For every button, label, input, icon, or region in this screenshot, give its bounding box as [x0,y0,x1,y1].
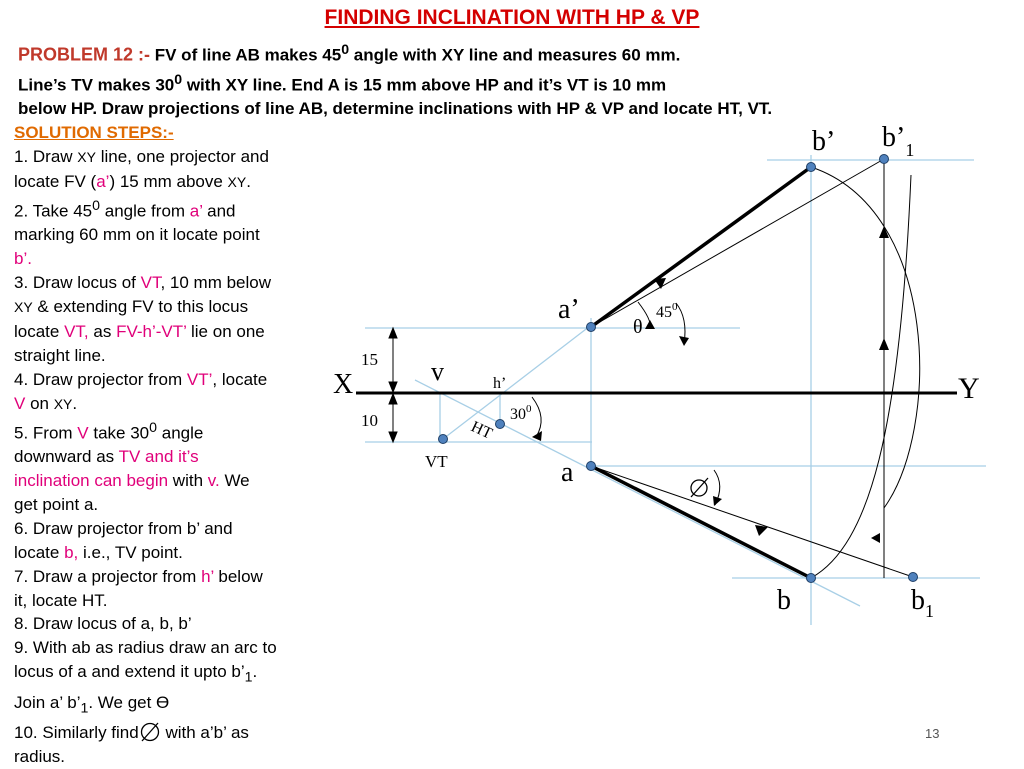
step-3d: straight line. [14,345,106,365]
problem-text: FV of line AB makes 45 [150,45,342,65]
t: TV and it’s [118,447,199,467]
label-theta: θ [633,316,643,338]
t: 4. Draw projector from [14,369,187,389]
t: . [246,171,251,191]
t: b, [64,542,79,562]
step-7b: it, locate HT. [14,590,108,610]
arrowhead [389,432,397,442]
label-b1 [911,585,934,621]
t: 10. Similarly find [14,722,139,742]
t: 7. Draw a projector from [14,566,202,586]
label-vt: VT [425,452,448,471]
problem-text: Line’s TV makes 30 [18,75,175,95]
t: 0 [672,301,678,313]
t: downward as [14,447,119,467]
point-ht [496,420,505,429]
t: 1. Draw [14,146,78,166]
true-length-lines [532,159,920,578]
arc-30 [532,397,541,437]
t: XY [77,148,96,165]
sup: 0 [174,71,183,88]
t: h’ [201,566,214,586]
t: 1 [905,140,915,160]
arrowhead [389,328,397,338]
t: . We get ϴ [88,692,170,712]
label-b-prime: b’ [812,126,836,157]
point-vt [439,435,448,444]
arrow-arc [871,533,880,543]
t: 0 [149,419,158,436]
label-h-prime: h’ [493,375,507,392]
page-title: FINDING INCLINATION WITH HP & VP [324,6,700,29]
t: i.e., TV point. [78,542,183,562]
points [439,155,918,583]
t: VT, [64,321,89,341]
t: FV-h’-VT’ [116,321,187,341]
label-v: v [431,357,444,386]
arc-b [811,175,911,578]
t: a’ [189,201,203,221]
point-b-prime-1 [880,155,889,164]
page-number: 13 [925,726,940,741]
t: locate [14,542,65,562]
t: 2. Take 45 [14,201,93,221]
problem-label: PROBLEM 12 :- [18,44,151,65]
label-phi [691,478,708,497]
t: V [77,423,89,443]
t: , 10 mm below [160,273,271,293]
t: VT [140,273,161,293]
label-a-prime: a’ [558,294,580,325]
step-2b: marking 60 mm on it locate point [14,225,260,245]
t: Join a’ b’ [14,692,81,712]
t: . [252,662,258,682]
t: locate FV ( [14,171,97,191]
t: angle [157,423,204,443]
t: 45 [656,304,672,321]
problem-text: angle with XY line and measures 60 mm. [349,45,681,65]
dimensions [389,328,397,442]
arrowhead [389,394,397,404]
line-a-prime-b-prime-1 [591,159,884,327]
t: & extending FV to this locus [32,297,249,316]
top-view-a-b [591,466,811,578]
point-b-prime [807,163,816,172]
step-2c: b’. [14,249,32,269]
point-b [807,574,816,583]
t: and [202,201,236,221]
step-5d: get point a. [14,494,99,514]
t: 30 [510,406,526,423]
t: V [14,393,26,413]
label-ht: HT [468,418,495,443]
t: We [219,471,250,490]
t: lie on one [186,321,265,341]
t: b [911,585,925,616]
label-x: X [333,369,354,400]
step-9: 9. With ab as radius draw an arc to [14,638,277,658]
t: inclination can begin [14,471,169,490]
t: v. [207,471,220,490]
t: 1 [925,601,934,621]
point-b1 [909,573,918,582]
problem-line-3: below HP. Draw projections of line AB, determine inclinations with HP & VP and locate HT, VT. [18,99,773,119]
t: a’ [96,171,110,191]
t: on [25,393,54,413]
t: locus of a and extend it upto b’ [14,662,245,682]
tv-extension [415,380,860,606]
t: XY [227,173,247,190]
line-a-b1 [591,466,913,577]
t: 3. Draw locus of [14,273,141,293]
arrow-phi [713,496,722,506]
label-dim-10: 10 [361,411,378,430]
t: ) 15 mm above [109,171,228,191]
problem-text: with XY line. End A is 15 mm above HP and it’s VT is 10 mm [182,75,667,95]
arrow-theta [679,336,689,346]
label-angle-45 [656,301,678,321]
label-b-prime-1 [882,122,914,160]
t: 5. From [14,423,78,443]
label-y: Y [958,372,980,405]
arrow-45 [645,320,655,329]
t: take 30 [88,423,150,443]
step-8: 8. Draw locus of a, b, b’ [14,614,192,634]
t: 0 [526,403,532,415]
front-view-a-prime-b-prime [591,167,811,327]
t: line, one projector and [95,146,269,166]
step-6: 6. Draw projector from b’ and [14,518,233,538]
t: locate [14,321,65,341]
arrowheads [532,226,889,543]
t: XY [14,299,33,315]
label-a: a [561,457,574,488]
label-angle-30 [510,403,532,423]
t: angle from [100,201,190,221]
t: XY [53,395,73,412]
t: with [168,471,208,490]
t: 1 [244,669,253,686]
t: below [213,566,263,586]
label-b: b [777,585,791,616]
sup: 0 [341,42,350,58]
phi-slash [691,478,708,497]
t: , locate [212,369,268,389]
t: as [88,321,117,341]
arrow-up-2 [879,338,889,350]
t: . [72,393,78,413]
label-dim-15: 15 [361,350,378,369]
t: 1 [80,699,89,716]
arc-b-prime [811,167,920,508]
step-10b: radius. [14,746,66,766]
point-a-prime [587,323,596,332]
steps-heading: SOLUTION STEPS:- [14,123,174,142]
t: VT’ [186,369,213,389]
point-a [587,462,596,471]
t: 0 [92,197,101,214]
t: with a’b’ as [160,722,249,742]
arrowhead [389,382,397,392]
t: b’ [882,122,906,153]
